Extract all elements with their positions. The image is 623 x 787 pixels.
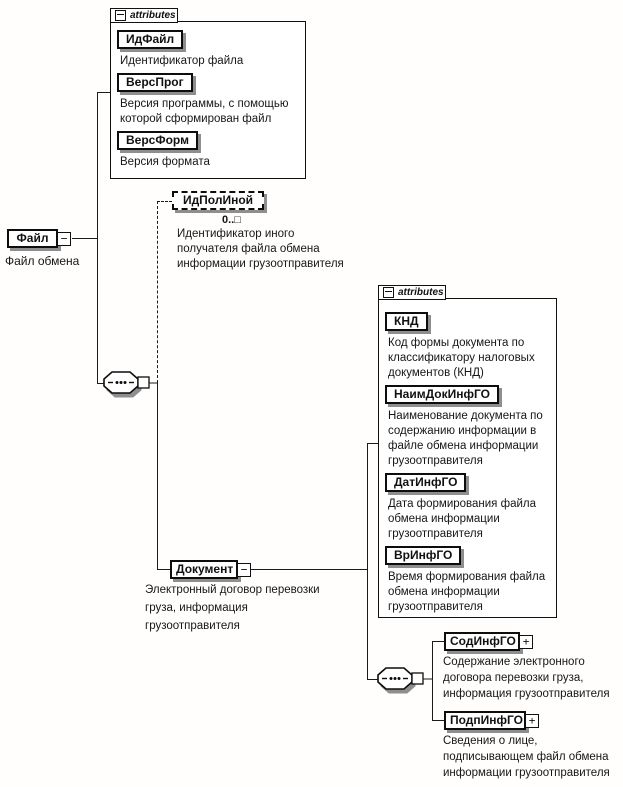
annotation-line: документов (КНД) [388,367,484,379]
attribute-versprog [117,73,301,127]
file-attributes-tab[interactable] [110,8,178,23]
annotation-line: Сведения о лице, [443,735,538,747]
annotation-line: информации грузоотправителя [443,767,610,779]
attribute-name-box[interactable]: ДатИнфГО [385,473,466,492]
connector-line [157,383,158,570]
attribute-name-box[interactable]: ВерсФорм [117,131,198,150]
annotation-line: Наименование документа по [388,410,543,422]
annotation-block [145,581,320,635]
annotation-block [443,733,610,781]
annotation-line: Дата формирования файла [388,498,536,510]
cardinality-label: 0..□ [222,214,241,226]
annotation-line: которой сформирован файл [120,113,272,125]
connector-line [72,238,98,239]
annotation-line: грузоотправителя [388,528,483,540]
attribute-idpol[interactable] [172,191,264,210]
annotation-line: Содержание электронного [443,656,585,668]
attribute-knd [385,312,552,381]
element-name-box[interactable]: Документ [170,560,238,579]
connector-line-optional [157,201,158,383]
expand-toggle-icon[interactable]: + [519,635,533,649]
element-name-box[interactable]: Файл [7,229,58,248]
connector-line [367,443,368,680]
annotation-line: информации грузоотправителя [177,258,344,270]
annotation-line: подписывающем файл обмена [443,751,609,763]
attribute-name-box[interactable]: ВерсПрог [117,73,193,92]
attribute-vrinf [385,546,552,615]
attributes-tab-label: attributes [130,10,176,21]
attribute-name-box[interactable]: КНД [385,312,428,331]
annotation-line: Электронный договор перевозки [145,584,320,596]
attribute-name-box[interactable]: ИдФайл [117,30,183,49]
document-attributes-tab[interactable] [378,285,446,300]
annotation-line: Время формирования файла [388,571,546,583]
element-annotation: Файл обмена [5,254,80,268]
collapse-toggle-icon[interactable]: − [57,232,71,246]
annotation-line: информация грузоотправителя [443,688,610,700]
connector-line [367,443,378,444]
annotation-line: Версия программы, с помощью [120,98,289,110]
annotation-line: грузоотправителя [388,601,483,613]
connector-line [432,641,444,642]
element-name-box[interactable]: СодИнфГО [444,632,520,651]
annotation-line: грузоотправителя [388,455,483,467]
annotation-line: Идентификатор иного [177,228,295,240]
element-document[interactable] [170,560,248,579]
element-name-box[interactable]: ПодпИнфГО [444,711,526,730]
attribute-name-box[interactable]: ВрИнфГО [385,546,461,565]
annotation-line: Код формы документа по [388,337,525,349]
annotation-line: грузоотправителя [145,620,240,632]
annotation-line: Идентификатор файла [120,55,244,67]
annotation-line: классификатору налоговых [388,352,535,364]
connector-line [97,92,111,93]
annotation-line: содержанию информации в [388,425,537,437]
connector-line [97,92,98,383]
element-file[interactable] [7,229,68,248]
element-podpinf[interactable] [444,711,536,730]
attribute-datinf [385,473,552,542]
connector-line [251,569,368,570]
sequence-icon[interactable] [376,666,434,696]
attribute-naimdok [385,385,552,469]
annotation-line: файле обмена информации [388,440,539,452]
annotation-block [443,654,610,702]
annotation-block [177,227,344,272]
collapse-attributes-icon[interactable] [383,287,394,298]
attributes-tab-label: attributes [398,287,444,298]
annotation-line: обмена информации [388,586,500,598]
collapse-attributes-icon[interactable] [115,10,126,21]
attribute-name-box[interactable]: НаимДокИнфГО [385,385,499,404]
connector-line [432,720,444,721]
file-attributes-box [110,21,306,179]
expand-toggle-icon[interactable]: + [525,714,539,728]
sequence-icon[interactable] [102,370,160,400]
connector-line-optional [157,201,172,202]
document-attributes-box [378,298,557,618]
attribute-idfile [117,30,301,69]
attribute-name-box[interactable]: ИдПолИной [172,191,264,210]
annotation-line: получателя файла обмена [177,243,320,255]
annotation-line: договора перевозки груза, [443,672,584,684]
annotation-line: обмена информации [388,513,500,525]
connector-line [157,569,170,570]
annotation-line: груза, информация [145,602,248,614]
annotation-line: Версия формата [120,156,210,168]
collapse-toggle-icon[interactable]: − [237,563,251,577]
attribute-versform [117,131,301,170]
element-sodinf[interactable] [444,632,530,651]
